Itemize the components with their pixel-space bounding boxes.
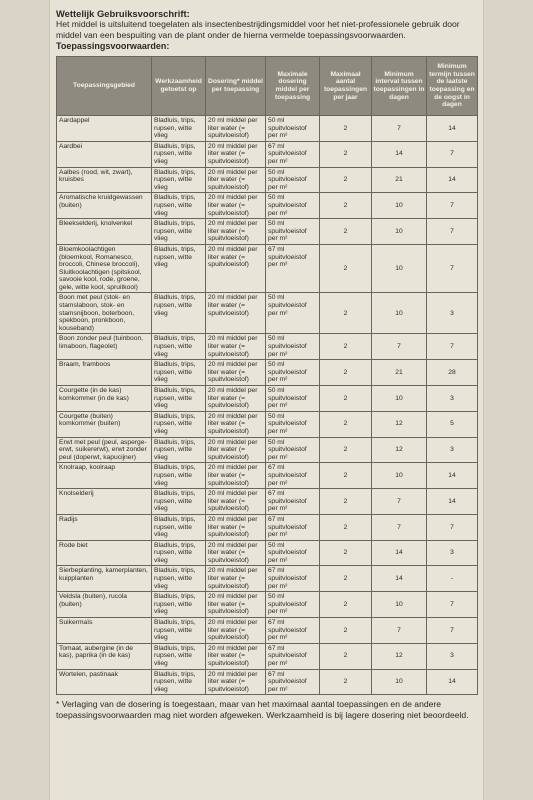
cell-werkzaamheid: Bladluis, trips, rupsen, witte vlieg — [152, 219, 206, 245]
cell-interval: 12 — [372, 643, 427, 669]
cell-maximale-dosering: 50 ml spuitvloeistof per m² — [266, 193, 320, 219]
cell-werkzaamheid: Bladluis, trips, rupsen, witte vlieg — [152, 193, 206, 219]
cell-aantal-toepassingen: 2 — [320, 293, 372, 334]
cell-maximale-dosering: 67 ml spuitvloeistof per m² — [266, 566, 320, 592]
cell-oogsttermijn: 3 — [427, 540, 478, 566]
cell-interval: 7 — [372, 514, 427, 540]
cell-toepassingsgebied: Aardappel — [57, 116, 152, 142]
cell-dosering: 20 ml middel per liter water (= spuitvloeistof) — [206, 669, 266, 695]
table-row — [57, 411, 478, 437]
cell-toepassingsgebied: Boon met peul (stok- en stamslaboon, stok- en stamsnijboon, boterboon, spekboon, pronkboon, kouseband) — [57, 293, 152, 334]
cell-dosering: 20 ml middel per liter water (= spuitvloeistof) — [206, 411, 266, 437]
cell-dosering: 20 ml middel per liter water (= spuitvloeistof) — [206, 334, 266, 360]
cell-dosering: 20 ml middel per liter water (= spuitvloeistof) — [206, 219, 266, 245]
label-content — [56, 8, 477, 720]
cell-werkzaamheid: Bladluis, trips, rupsen, witte vlieg — [152, 592, 206, 618]
cell-oogsttermijn: 7 — [427, 193, 478, 219]
cell-oogsttermijn: 3 — [427, 293, 478, 334]
cell-aantal-toepassingen: 2 — [320, 334, 372, 360]
cell-dosering: 20 ml middel per liter water (= spuitvloeistof) — [206, 437, 266, 463]
cell-maximale-dosering: 50 ml spuitvloeistof per m² — [266, 592, 320, 618]
cell-oogsttermijn: 14 — [427, 463, 478, 489]
cell-oogsttermijn: 7 — [427, 244, 478, 293]
cell-toepassingsgebied: Knolselderij — [57, 489, 152, 515]
cell-oogsttermijn: 7 — [427, 219, 478, 245]
cell-aantal-toepassingen: 2 — [320, 386, 372, 412]
cell-dosering: 20 ml middel per liter water (= spuitvloeistof) — [206, 540, 266, 566]
cell-aantal-toepassingen: 2 — [320, 244, 372, 293]
cell-dosering: 20 ml middel per liter water (= spuitvloeistof) — [206, 566, 266, 592]
cell-maximale-dosering: 50 ml spuitvloeistof per m² — [266, 540, 320, 566]
cell-aantal-toepassingen: 2 — [320, 669, 372, 695]
table-row — [57, 566, 478, 592]
header-dosering: Dosering* middel per toepassing — [206, 57, 266, 116]
table-row — [57, 592, 478, 618]
cell-toepassingsgebied: Boon zonder peul (tuinboon, limaboon, flageolet) — [57, 334, 152, 360]
cell-dosering: 20 ml middel per liter water (= spuitvloeistof) — [206, 244, 266, 293]
cell-aantal-toepassingen: 2 — [320, 592, 372, 618]
cell-maximale-dosering: 67 ml spuitvloeistof per m² — [266, 643, 320, 669]
cell-maximale-dosering: 67 ml spuitvloeistof per m² — [266, 463, 320, 489]
usage-table — [56, 56, 478, 695]
table-row — [57, 489, 478, 515]
cell-interval: 10 — [372, 592, 427, 618]
cell-interval: 7 — [372, 618, 427, 644]
cell-dosering: 20 ml middel per liter water (= spuitvloeistof) — [206, 116, 266, 142]
cell-maximale-dosering: 50 ml spuitvloeistof per m² — [266, 293, 320, 334]
cell-oogsttermijn: 3 — [427, 643, 478, 669]
cell-toepassingsgebied: Tomaat, aubergine (in de kas), paprika (in de kas) — [57, 643, 152, 669]
cell-oogsttermijn: 7 — [427, 141, 478, 167]
cell-oogsttermijn: 3 — [427, 437, 478, 463]
cell-werkzaamheid: Bladluis, trips, rupsen, witte vlieg — [152, 489, 206, 515]
cell-dosering: 20 ml middel per liter water (= spuitvloeistof) — [206, 463, 266, 489]
cell-aantal-toepassingen: 2 — [320, 618, 372, 644]
cell-interval: 10 — [372, 669, 427, 695]
cell-aantal-toepassingen: 2 — [320, 167, 372, 193]
cell-maximale-dosering: 50 ml spuitvloeistof per m² — [266, 386, 320, 412]
cell-oogsttermijn: - — [427, 566, 478, 592]
table-row — [57, 437, 478, 463]
cell-werkzaamheid: Bladluis, trips, rupsen, witte vlieg — [152, 411, 206, 437]
cell-werkzaamheid: Bladluis, trips, rupsen, witte vlieg — [152, 566, 206, 592]
cell-oogsttermijn: 5 — [427, 411, 478, 437]
cell-dosering: 20 ml middel per liter water (= spuitvloeistof) — [206, 386, 266, 412]
cell-oogsttermijn: 14 — [427, 116, 478, 142]
cell-werkzaamheid: Bladluis, trips, rupsen, witte vlieg — [152, 360, 206, 386]
cell-dosering: 20 ml middel per liter water (= spuitvloeistof) — [206, 592, 266, 618]
cell-toepassingsgebied: Veldsla (buiten), rucola (buiten) — [57, 592, 152, 618]
cell-maximale-dosering: 50 ml spuitvloeistof per m² — [266, 437, 320, 463]
table-row — [57, 219, 478, 245]
cell-dosering: 20 ml middel per liter water (= spuitvloeistof) — [206, 293, 266, 334]
cell-interval: 21 — [372, 360, 427, 386]
cell-aantal-toepassingen: 2 — [320, 514, 372, 540]
cell-oogsttermijn: 14 — [427, 167, 478, 193]
table-row — [57, 167, 478, 193]
cell-interval: 12 — [372, 411, 427, 437]
table-row — [57, 193, 478, 219]
section-subtitle: Toepassingsvoorwaarden: — [56, 41, 170, 51]
cell-oogsttermijn: 3 — [427, 386, 478, 412]
cell-interval: 10 — [372, 293, 427, 334]
cell-werkzaamheid: Bladluis, trips, rupsen, witte vlieg — [152, 167, 206, 193]
cell-interval: 14 — [372, 540, 427, 566]
cell-oogsttermijn: 7 — [427, 618, 478, 644]
cell-toepassingsgebied: Radijs — [57, 514, 152, 540]
cell-werkzaamheid: Bladluis, trips, rupsen, witte vlieg — [152, 514, 206, 540]
cell-maximale-dosering: 50 ml spuitvloeistof per m² — [266, 411, 320, 437]
cell-maximale-dosering: 50 ml spuitvloeistof per m² — [266, 116, 320, 142]
table-row — [57, 669, 478, 695]
cell-interval: 10 — [372, 193, 427, 219]
table-row — [57, 244, 478, 293]
cell-werkzaamheid: Bladluis, trips, rupsen, witte vlieg — [152, 540, 206, 566]
table-row — [57, 514, 478, 540]
cell-interval: 21 — [372, 167, 427, 193]
cell-toepassingsgebied: Erwt met peul (peul, asperge-erwt, suikererwt), erwt zonder peul (doperwt, kapucijner) — [57, 437, 152, 463]
cell-werkzaamheid: Bladluis, trips, rupsen, witte vlieg — [152, 643, 206, 669]
cell-maximale-dosering: 50 ml spuitvloeistof per m² — [266, 219, 320, 245]
cell-maximale-dosering: 67 ml spuitvloeistof per m² — [266, 618, 320, 644]
cell-interval: 10 — [372, 219, 427, 245]
cell-dosering: 20 ml middel per liter water (= spuitvloeistof) — [206, 514, 266, 540]
cell-werkzaamheid: Bladluis, trips, rupsen, witte vlieg — [152, 334, 206, 360]
cell-oogsttermijn: 7 — [427, 592, 478, 618]
cell-aantal-toepassingen: 2 — [320, 360, 372, 386]
cell-werkzaamheid: Bladluis, trips, rupsen, witte vlieg — [152, 141, 206, 167]
footnote: * Verlaging van de dosering is toegestaan, maar van het maximaal aantal toepassingen en de andere toepassingsvoorwaarden mag niet worden afgeweken. Werkzaamheid is bij lagere dosering niet beoordeeld. — [56, 699, 469, 720]
cell-toepassingsgebied: Bloemkoolachtigen (bloemkool, Romanesco, broccoli, Chinese broccoli), Sluitkoolachtigen (spitskool, savooie kool, rode, groene, gele, witte kool, spruitkool) — [57, 244, 152, 293]
table-row — [57, 360, 478, 386]
cell-maximale-dosering: 67 ml spuitvloeistof per m² — [266, 514, 320, 540]
cell-dosering: 20 ml middel per liter water (= spuitvloeistof) — [206, 618, 266, 644]
cell-werkzaamheid: Bladluis, trips, rupsen, witte vlieg — [152, 463, 206, 489]
cell-maximale-dosering: 67 ml spuitvloeistof per m² — [266, 244, 320, 293]
cell-aantal-toepassingen: 2 — [320, 219, 372, 245]
product-label — [50, 0, 483, 800]
cell-toepassingsgebied: Knolraap, koolraap — [57, 463, 152, 489]
cell-dosering: 20 ml middel per liter water (= spuitvloeistof) — [206, 643, 266, 669]
cell-toepassingsgebied: Sierbeplanting, kamerplanten, kuipplanten — [57, 566, 152, 592]
cell-maximale-dosering: 50 ml spuitvloeistof per m² — [266, 360, 320, 386]
cell-interval: 7 — [372, 334, 427, 360]
cell-toepassingsgebied: Wortelen, pastinaak — [57, 669, 152, 695]
table-row — [57, 540, 478, 566]
cell-werkzaamheid: Bladluis, trips, rupsen, witte vlieg — [152, 386, 206, 412]
table-row — [57, 643, 478, 669]
header-oogsttermijn: Minimum termijn tussen de laatste toepassing en de oogst in dagen — [427, 57, 478, 116]
cell-toepassingsgebied: Bleekselderij, knolvenkel — [57, 219, 152, 245]
cell-toepassingsgebied: Rode biet — [57, 540, 152, 566]
cell-oogsttermijn: 7 — [427, 334, 478, 360]
cell-toepassingsgebied: Aromatische kruidgewassen (buiten) — [57, 193, 152, 219]
cell-toepassingsgebied: Suikermaïs — [57, 618, 152, 644]
cell-maximale-dosering: 50 ml spuitvloeistof per m² — [266, 334, 320, 360]
cell-toepassingsgebied: Courgette (in de kas) komkommer (in de kas) — [57, 386, 152, 412]
cell-toepassingsgebied: Aalbes (rood, wit, zwart), kruisbes — [57, 167, 152, 193]
header-werkzaamheid: Werkzaamheid getoetst op — [152, 57, 206, 116]
cell-oogsttermijn: 14 — [427, 489, 478, 515]
cell-werkzaamheid: Bladluis, trips, rupsen, witte vlieg — [152, 618, 206, 644]
document-title: Wettelijk Gebruiksvoorschrift: — [56, 8, 190, 19]
cell-interval: 7 — [372, 489, 427, 515]
header-aantal-toepassingen: Maximaal aantal toepassingen per jaar — [320, 57, 372, 116]
table-row — [57, 386, 478, 412]
cell-toepassingsgebied: Courgette (buiten) komkommer (buiten) — [57, 411, 152, 437]
cell-werkzaamheid: Bladluis, trips, rupsen, witte vlieg — [152, 293, 206, 334]
cell-aantal-toepassingen: 2 — [320, 540, 372, 566]
cell-interval: 12 — [372, 437, 427, 463]
cell-werkzaamheid: Bladluis, trips, rupsen, witte vlieg — [152, 116, 206, 142]
cell-aantal-toepassingen: 2 — [320, 116, 372, 142]
cell-aantal-toepassingen: 2 — [320, 566, 372, 592]
cell-toepassingsgebied: Braam, framboos — [57, 360, 152, 386]
cell-maximale-dosering: 67 ml spuitvloeistof per m² — [266, 669, 320, 695]
table-header-row — [57, 57, 478, 116]
cell-aantal-toepassingen: 2 — [320, 141, 372, 167]
cell-dosering: 20 ml middel per liter water (= spuitvloeistof) — [206, 141, 266, 167]
cell-interval: 10 — [372, 463, 427, 489]
cell-werkzaamheid: Bladluis, trips, rupsen, witte vlieg — [152, 244, 206, 293]
cell-interval: 10 — [372, 386, 427, 412]
cell-maximale-dosering: 67 ml spuitvloeistof per m² — [266, 141, 320, 167]
cell-aantal-toepassingen: 2 — [320, 437, 372, 463]
cell-werkzaamheid: Bladluis, trips, rupsen, witte vlieg — [152, 437, 206, 463]
cell-maximale-dosering: 67 ml spuitvloeistof per m² — [266, 489, 320, 515]
cell-aantal-toepassingen: 2 — [320, 411, 372, 437]
table-body — [57, 116, 478, 695]
table-row — [57, 463, 478, 489]
cell-dosering: 20 ml middel per liter water (= spuitvloeistof) — [206, 360, 266, 386]
table-row — [57, 116, 478, 142]
cell-aantal-toepassingen: 2 — [320, 463, 372, 489]
cell-interval: 10 — [372, 244, 427, 293]
cell-dosering: 20 ml middel per liter water (= spuitvloeistof) — [206, 167, 266, 193]
cell-interval: 7 — [372, 116, 427, 142]
cell-interval: 14 — [372, 141, 427, 167]
table-row — [57, 293, 478, 334]
header-toepassingsgebied: Toepassingsgebied — [57, 57, 152, 116]
cell-interval: 14 — [372, 566, 427, 592]
cell-maximale-dosering: 50 ml spuitvloeistof per m² — [266, 167, 320, 193]
intro-text: Het middel is uitsluitend toegelaten als insectenbestrijdingsmiddel voor het niet-professionele gebruik door middel van een bespuiting van de plant onder de hierna vermelde toepassingsvoorwaarden. — [56, 19, 460, 40]
cell-oogsttermijn: 14 — [427, 669, 478, 695]
cell-dosering: 20 ml middel per liter water (= spuitvloeistof) — [206, 489, 266, 515]
table-row — [57, 618, 478, 644]
table-row — [57, 334, 478, 360]
cell-aantal-toepassingen: 2 — [320, 489, 372, 515]
cell-oogsttermijn: 28 — [427, 360, 478, 386]
cell-werkzaamheid: Bladluis, trips, rupsen, witte vlieg — [152, 669, 206, 695]
cell-oogsttermijn: 7 — [427, 514, 478, 540]
header-interval: Minimum interval tussen toepassingen in dagen — [372, 57, 427, 116]
table-row — [57, 141, 478, 167]
cell-toepassingsgebied: Aardbei — [57, 141, 152, 167]
cell-aantal-toepassingen: 2 — [320, 193, 372, 219]
cell-aantal-toepassingen: 2 — [320, 643, 372, 669]
header-maximale-dosering: Maximale dosering middel per toepassing — [266, 57, 320, 116]
cell-dosering: 20 ml middel per liter water (= spuitvloeistof) — [206, 193, 266, 219]
